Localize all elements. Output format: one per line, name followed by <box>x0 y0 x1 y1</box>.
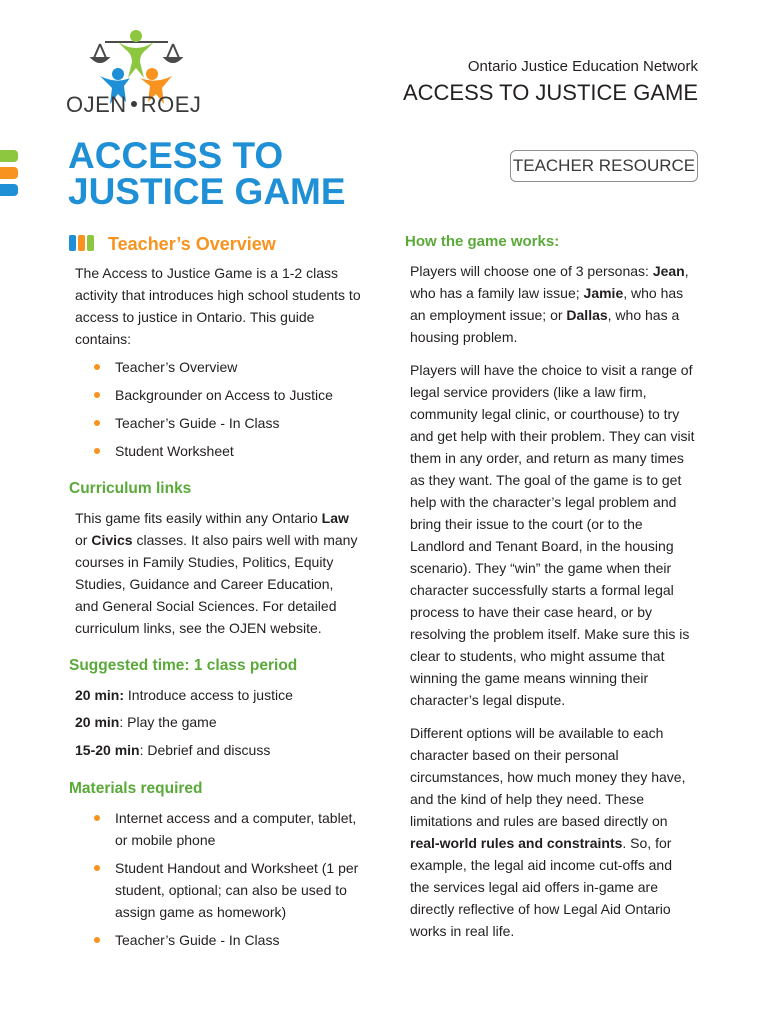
time-row <box>75 684 293 706</box>
overview-contents-list <box>75 356 365 468</box>
list-item: Teacher’s Guide - In Class <box>75 929 365 951</box>
curriculum-text <box>75 507 360 639</box>
how-text-part: Players will choose one of 3 personas: <box>410 263 653 279</box>
logo-dot <box>131 101 137 107</box>
materials-heading: Materials required <box>69 780 203 797</box>
time-text: : Debrief and discuss <box>139 742 271 758</box>
persona-dallas: Dallas <box>566 307 608 323</box>
time-row <box>75 739 270 761</box>
side-tab-blue <box>0 184 18 196</box>
list-item: Backgrounder on Access to Justice <box>75 384 365 406</box>
curriculum-text-part: classes. It also pairs well with many courses in Family Studies, Politics, Equity Studies, Guidance and Career Education, and General Social Sciences. For detailed curriculum links, see the OJEN website. <box>75 532 358 636</box>
list-item: Teacher’s Guide - In Class <box>75 412 365 434</box>
how-text-part: , who has a housing problem. <box>410 307 680 345</box>
how-text-part: Different options will be available to each character based on their personal circumstances, how much money they have, and the kind of help they need. These limitations and rules are based directly on <box>410 725 686 829</box>
side-tab-lime <box>0 150 18 162</box>
curriculum-text-part: This game fits easily within any Ontario <box>75 510 322 526</box>
logo-text-roej: ROEJ <box>140 92 202 117</box>
bars-icon <box>69 235 99 251</box>
overview-heading: Teacher’s Overview <box>108 234 276 254</box>
real-world-rules: real-world rules and constraints <box>410 835 623 851</box>
how-game-works-heading: How the game works: <box>405 233 560 250</box>
how-text-part: , who has a family law issue; <box>410 263 689 301</box>
persona-jean: Jean <box>652 263 685 279</box>
curriculum-text-part: or <box>75 532 92 548</box>
time-text: : Play the game <box>119 714 217 730</box>
header-game-title: ACCESS TO JUSTICE GAME <box>402 80 698 105</box>
page-title-line2: JUSTICE GAME <box>68 171 346 212</box>
time-label: 20 min <box>75 714 120 730</box>
teacher-resource-badge: TEACHER RESOURCE <box>510 150 698 182</box>
logo-wordmark <box>66 92 201 118</box>
curriculum-heading: Curriculum links <box>69 480 192 497</box>
how-paragraph-1 <box>410 260 700 348</box>
how-text-part: . So, for example, the legal aid income cut-offs and the services legal aid offers in-game are directly reflective of how Legal Aid Ontario works in real life. <box>410 835 673 939</box>
page-title-line1: ACCESS TO <box>68 135 284 176</box>
how-paragraph-2: Players will have the choice to visit a range of legal service providers (like a law firm, community legal clinic, or courthouse) to try and get help with their problem. They can visit them in any order, and return as many times as they want. The goal of the game is to get help with the character’s legal problem and bring their issue to the court (or to the Landlord and Tenant Board, in the housing scenario). They “win” the game when their character successfully starts a formal legal process to have their case heard, or by resolving the problem itself. Make sure this is clear to students, who might assume that winning the game means winning their character’s legal dispute. <box>410 362 695 708</box>
list-item: Internet access and a computer, tablet, or mobile phone <box>75 807 365 851</box>
curriculum-law: Law <box>321 510 349 526</box>
list-item: Student Worksheet <box>75 440 365 462</box>
logo-text-ojen: OJEN <box>66 92 127 117</box>
time-text: Introduce access to justice <box>124 687 293 703</box>
how-paragraph-3 <box>410 722 695 942</box>
time-row <box>75 711 217 733</box>
curriculum-civics: Civics <box>91 532 133 548</box>
overview-intro: The Access to Justice Game is a 1-2 class activity that introduces high school students to access to justice in Ontario. This guide contains: <box>75 265 361 347</box>
page-title <box>68 135 398 212</box>
side-tab-orange <box>0 167 18 179</box>
list-item: Student Handout and Worksheet (1 per student, optional; can also be used to assign game as homework) <box>75 857 365 923</box>
suggested-time-heading: Suggested time: 1 class period <box>69 657 298 674</box>
time-label: 20 min: <box>75 687 125 703</box>
list-item: Teacher’s Overview <box>75 356 365 378</box>
how-text-part: , who has an employment issue; or <box>410 285 684 323</box>
persona-jamie: Jamie <box>583 285 624 301</box>
time-label: 15-20 min <box>75 742 140 758</box>
org-name: Ontario Justice Education Network <box>467 58 698 75</box>
materials-list <box>75 807 365 957</box>
